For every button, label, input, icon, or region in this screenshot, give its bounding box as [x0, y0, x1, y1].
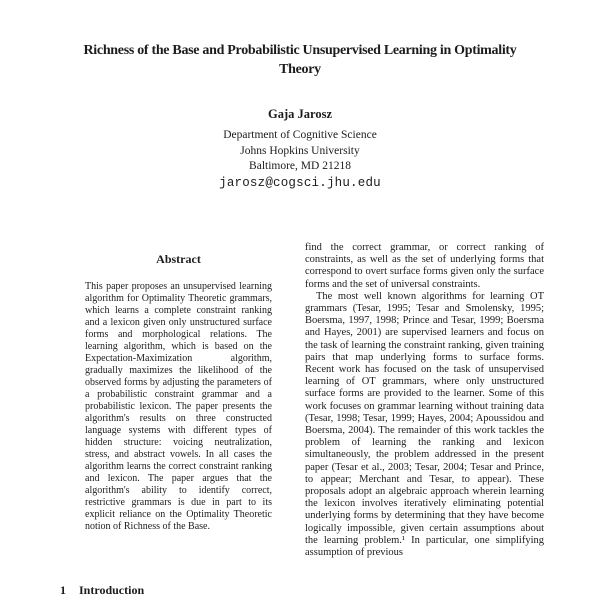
- author-email: jarosz@cogsci.jhu.edu: [219, 175, 381, 190]
- section-title: Introduction: [79, 583, 145, 597]
- author-university: Johns Hopkins University: [240, 144, 360, 157]
- author-block: [0, 107, 600, 191]
- abstract-heading: Abstract: [156, 252, 201, 266]
- paper-title: Richness of the Base and Probabilistic Unsupervised Learning in Optimality Theory: [83, 43, 517, 77]
- right-column: [305, 242, 544, 559]
- body-paragraph-2: The most well known algorithms for learning OT grammars (Tesar, 1995; Tesar and Smolensky, 1995; Boersma, 1997, 1998; Prince and Tesar, 1999; Boersma and Hayes, 2001) are supervised learners and focus on the task of learning the constraint ranking, given training pairs that map underlying forms to surface forms. Recent work has focused on the task of unsupervised learning of OT grammars, where only unstructured surface forms are provided to the learner. Some of this work focuses on grammar learning without training data (Tesar, 1998; Tesar, 1999; Hayes, 2004; Apoussidou and Boersma, 2004). The remainder of this work tackles the problem of learning the ranking and lexicon simultaneously, the problem addressed in the present paper (Tesar et al., 2003; Tesar, 2004; Tesar and Prince, to appear; Merchant and Tesar, to appear). These proposals adopt an algebraic approach wherein learning the lexicon involves iteratively eliminating potential underlying forms by determining that they have become logically impossible, given certain assumptions about the learning problem.¹ In particular, one simplifying assumption of previous: [305, 290, 544, 559]
- section-number: 1: [60, 583, 66, 597]
- abstract-section: [85, 252, 272, 533]
- body-paragraph-1: find the correct grammar, or correct ranking of constraints, as well as the set of underlying forms that correspond to overt surface forms given only the surface forms and the set of universal constraints.: [305, 242, 544, 290]
- section-heading-introduction: [60, 583, 144, 598]
- author-address: Baltimore, MD 21218: [249, 160, 351, 172]
- author-department: Department of Cognitive Science: [223, 129, 377, 141]
- author-name: Gaja Jarosz: [268, 107, 332, 121]
- abstract-body: This paper proposes an unsupervised learning algorithm for Optimality Theoretic grammars, which learns a complete constraint ranking and a lexicon given only unstructured surface forms and morphological relations. The learning algorithm, which is based on the Expectation-Maximization algorithm, gradually maximizes the likelihood of the observed forms by adjusting the parameters of a probabilistic constraint grammar and a probabilistic lexicon. The paper presents the algorithm's results on three constructed language systems with different types of hidden structure: voicing neutralization, stress, and abstract vowels. In all cases the algorithm learns the correct constraint ranking and lexicon. The paper argues that the algorithm's ability to identify correct, restrictive grammars is due in part to its explicit reliance on the Optimality Theoretic notion of Richness of the Base.: [85, 281, 272, 532]
